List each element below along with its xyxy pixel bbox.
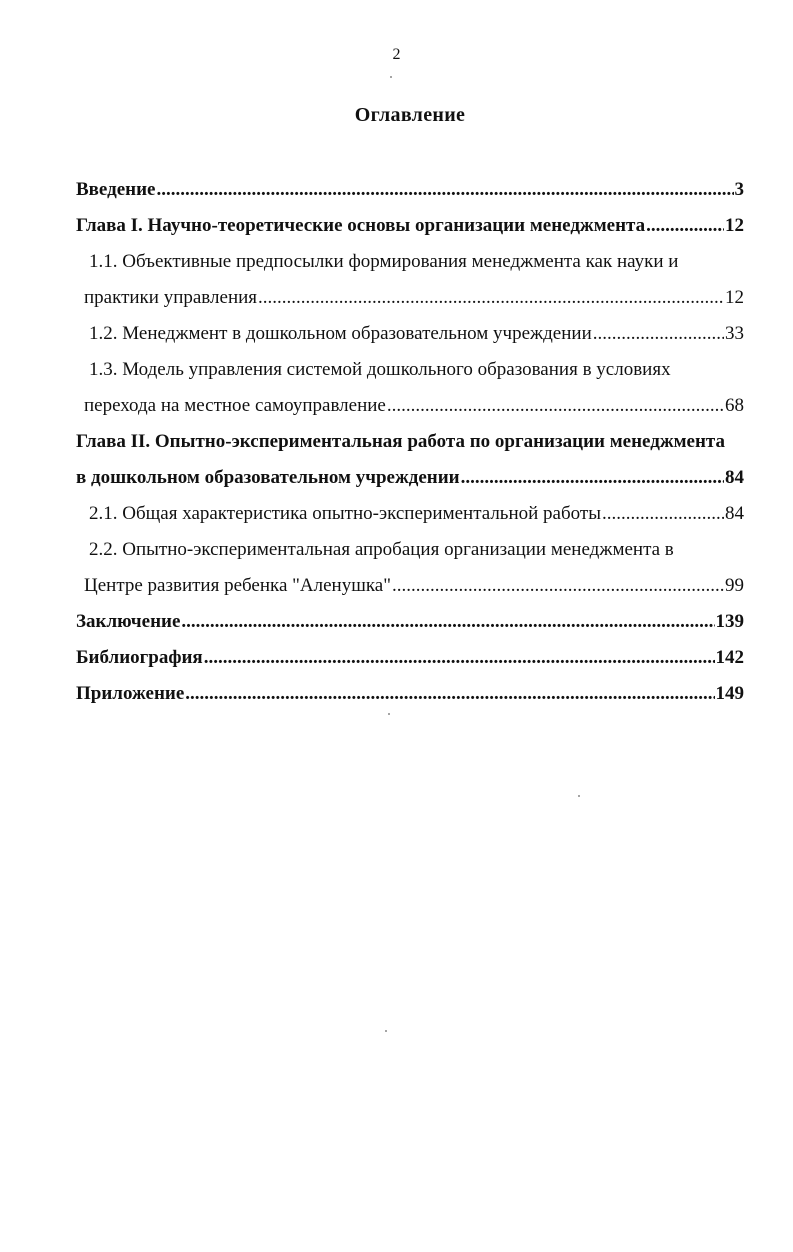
scan-speck	[578, 795, 580, 797]
toc-entry-label-line2: перехода на местное самоуправление	[84, 395, 386, 416]
toc-entry-label: 1.2. Менеджмент в дошкольном образовательном учреждении	[89, 323, 592, 344]
page-title: Оглавление	[354, 104, 466, 126]
toc-entry-page: 99	[725, 575, 744, 596]
toc-entry-page: 84	[725, 503, 744, 524]
toc-entry-page: 68	[725, 395, 744, 416]
toc-entry-section-1-1[interactable]	[76, 244, 744, 316]
scan-speck	[388, 713, 390, 715]
toc-entry-label-line1: 2.2. Опытно-экспериментальная апробация организации менеджмента в	[89, 539, 674, 560]
toc-entry-label-line2: практики управления	[84, 287, 258, 308]
scan-speck	[385, 1030, 387, 1032]
toc-entry-page: 142	[715, 647, 744, 668]
toc-entry-label: Заключение	[76, 611, 181, 632]
toc-entry-label-line1: 1.1. Объективные предпосылки формирования менеджмента как науки и	[89, 251, 679, 272]
toc-entry-introduction[interactable]	[76, 172, 744, 208]
toc-entry-page: 3	[734, 179, 744, 200]
toc-entry-conclusion[interactable]	[76, 604, 744, 640]
toc-entry-chapter-2[interactable]	[76, 424, 744, 496]
toc-entry-appendix[interactable]	[76, 676, 744, 712]
table-of-contents	[76, 172, 744, 712]
scan-speck	[390, 76, 392, 78]
toc-leader-dots	[602, 496, 724, 532]
toc-entry-section-2-2[interactable]	[76, 532, 744, 604]
toc-entry-label: Глава I. Научно-теоретические основы организации менеджмента	[76, 215, 646, 236]
toc-leader-dots	[204, 640, 715, 676]
toc-entry-label-line1: Глава II. Опытно-экспериментальная работа по организации менеджмента	[76, 431, 725, 452]
toc-entry-page: 149	[715, 683, 744, 704]
toc-leader-dots	[185, 676, 714, 712]
toc-entry-label-line1: 1.3. Модель управления системой дошкольного образования в условиях	[89, 359, 671, 380]
toc-leader-dots	[387, 388, 724, 424]
toc-entry-page: 12	[725, 215, 744, 236]
toc-entry-page: 84	[725, 467, 744, 488]
toc-entry-page: 12	[725, 287, 744, 308]
toc-leader-dots	[392, 568, 724, 604]
toc-entry-label: 2.1. Общая характеристика опытно-экспериментальной работы	[89, 503, 601, 524]
page-number: 2	[392, 46, 401, 63]
toc-leader-dots	[258, 280, 724, 316]
toc-leader-dots	[461, 460, 724, 496]
toc-leader-dots	[157, 172, 734, 208]
toc-entry-label: Введение	[76, 179, 156, 200]
toc-entry-label: Библиография	[76, 647, 203, 668]
toc-entry-bibliography[interactable]	[76, 640, 744, 676]
toc-entry-section-1-2[interactable]	[76, 316, 744, 352]
toc-entry-chapter-1[interactable]	[76, 208, 744, 244]
toc-entry-section-1-3[interactable]	[76, 352, 744, 424]
toc-leader-dots	[593, 316, 724, 352]
toc-entry-label-line2: в дошкольном образовательном учреждении	[76, 467, 460, 488]
toc-entry-page: 139	[715, 611, 744, 632]
toc-entry-label: Приложение	[76, 683, 185, 704]
toc-entry-label-line2: Центре развития ребенка "Аленушка"	[84, 575, 391, 596]
toc-leader-dots	[646, 208, 724, 244]
toc-leader-dots	[181, 604, 714, 640]
toc-entry-section-2-1[interactable]	[76, 496, 744, 532]
toc-entry-page: 33	[725, 323, 744, 344]
